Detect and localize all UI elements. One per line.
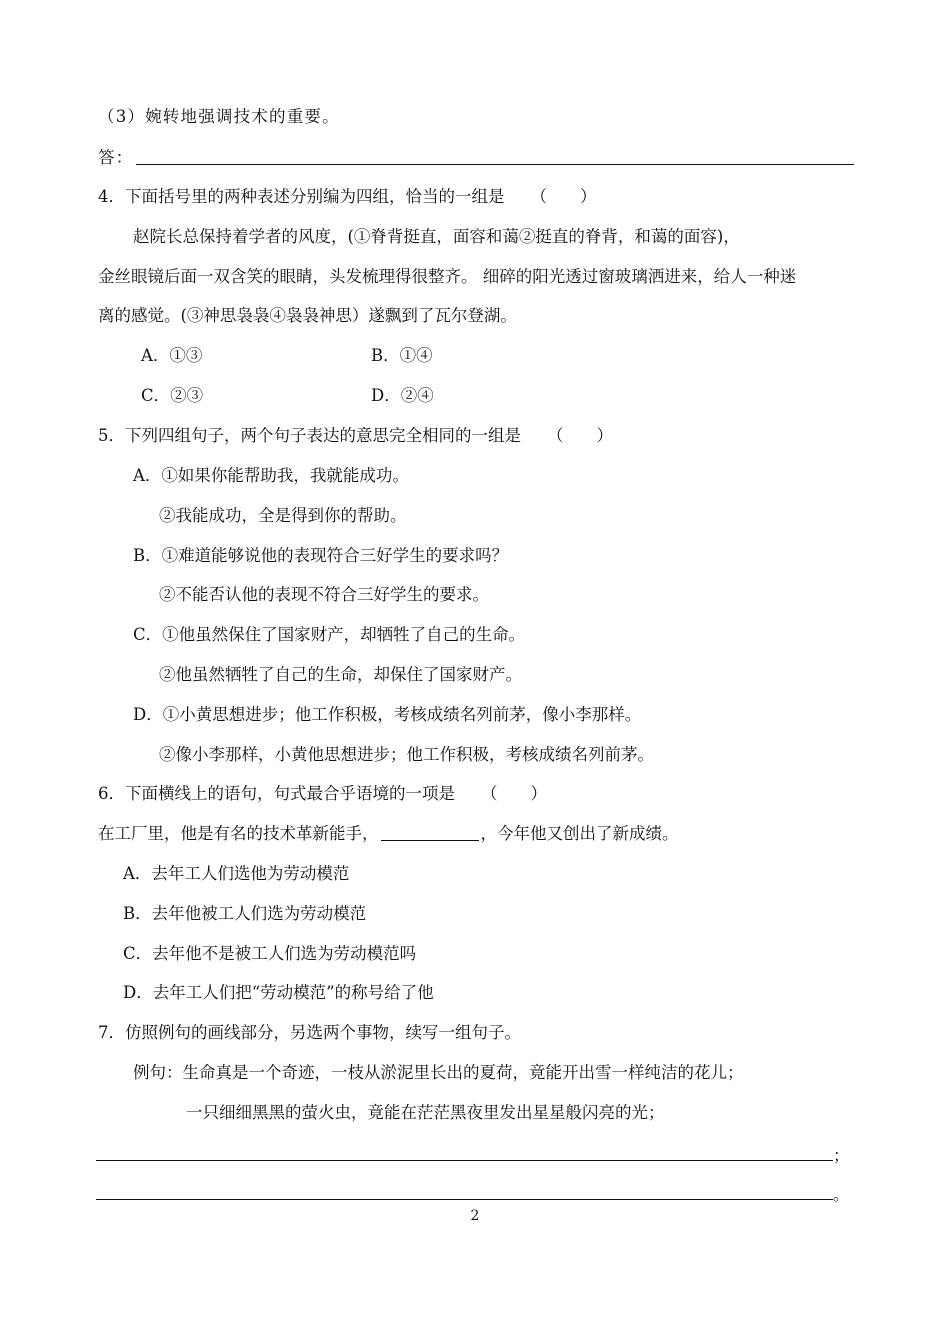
q6-fill-blank — [381, 824, 479, 841]
q4-option-d: D．②④ — [371, 386, 434, 405]
q6-option-a: A．去年工人们选他为劳动模范 — [123, 864, 350, 883]
q4-option-c: C．②③ — [141, 386, 204, 405]
q5-option-d-1: D．①小黄思想进步；他工作积极，考核成绩名列前茅，像小李那样。 — [133, 705, 642, 724]
q3-answer-line — [136, 164, 854, 165]
q6-stem-text: 6．下面横线上的语句，句式最合乎语境的一项是 — [98, 784, 455, 803]
q5-option-d-2: ②像小李那样，小黄他思想进步；他工作积极，考核成绩名列前茅。 — [159, 745, 654, 764]
q7-answer-line-2 — [96, 1199, 833, 1200]
q6-stem — [98, 784, 547, 804]
q4-passage-line-3: 离的感觉。(③神思袅袅④袅袅神思）遂飘到了瓦尔登湖。 — [98, 306, 517, 325]
q3-answer-label: 答： — [98, 148, 134, 167]
q4-passage-line-2: 金丝眼镜后面一双含笑的眼睛，头发梳理得很整齐。 细碎的阳光透过窗玻璃洒进来，给人一种迷 — [98, 267, 797, 286]
q4-option-b: B．①④ — [371, 346, 433, 365]
q5-option-a-2: ②我能成功，全是得到你的帮助。 — [159, 506, 407, 525]
q7-answer-end-2: 。 — [833, 1185, 850, 1204]
q5-stem — [98, 426, 613, 446]
q6-option-d: D．去年工人们把“劳动模范”的称号给了他 — [123, 983, 434, 1002]
q3-item-3: （3）婉转地强调技术的重要。 — [98, 107, 340, 126]
page-number: 2 — [470, 1208, 480, 1224]
q7-stem: 7．仿照例句的画线部分，另选两个事物，续写一组句子。 — [98, 1023, 521, 1042]
q6-context-after: ，今年他又创出了新成绩。 — [480, 824, 679, 843]
q5-option-a-1: A．①如果你能帮助我，我就能成功。 — [133, 466, 409, 485]
q7-answer-line-1 — [96, 1160, 833, 1161]
q6-context-before: 在工厂里，他是有名的技术革新能手， — [98, 824, 379, 843]
q4-passage-line-1: 赵院长总保持着学者的风度，(①脊背挺直，面容和蔼②挺直的脊背，和蔼的面容)， — [133, 227, 740, 246]
q6-option-b: B．去年他被工人们选为劳动模范 — [123, 904, 367, 923]
q7-example-line-2: 一只细细黑黑的萤火虫，竟能在茫茫黑夜里发出星星般闪亮的光； — [186, 1103, 665, 1122]
q5-option-c-2: ②他虽然牺牲了自己的生命，却保住了国家财产。 — [159, 665, 522, 684]
q6-context — [98, 824, 679, 844]
q6-answer-paren: （ ） — [481, 784, 547, 803]
q5-stem-text: 5．下列四组句子，两个句子表达的意思完全相同的一组是 — [98, 426, 521, 445]
q4-option-a: A．①③ — [141, 346, 203, 365]
q5-answer-paren: （ ） — [547, 426, 613, 445]
q4-answer-paren: （ ） — [530, 187, 597, 206]
q5-option-b-1: B．①难道能够说他的表现符合三好学生的要求吗？ — [133, 546, 509, 565]
q4-stem — [98, 187, 597, 207]
q6-option-c: C．去年他不是被工人们选为劳动模范吗 — [123, 944, 417, 963]
q5-option-c-1: C．①他虽然保住了国家财产，却牺牲了自己的生命。 — [133, 625, 526, 644]
q5-option-b-2: ②不能否认他的表现不符合三好学生的要求。 — [159, 585, 489, 604]
q7-answer-end-1: ； — [833, 1146, 850, 1165]
q4-stem-text: 4．下面括号里的两种表述分别编为四组，恰当的一组是 — [98, 187, 505, 206]
q7-example-line-1: 例句：生命真是一个奇迹，一枝从淤泥里长出的夏荷，竟能开出雪一样纯洁的花儿； — [133, 1063, 744, 1082]
